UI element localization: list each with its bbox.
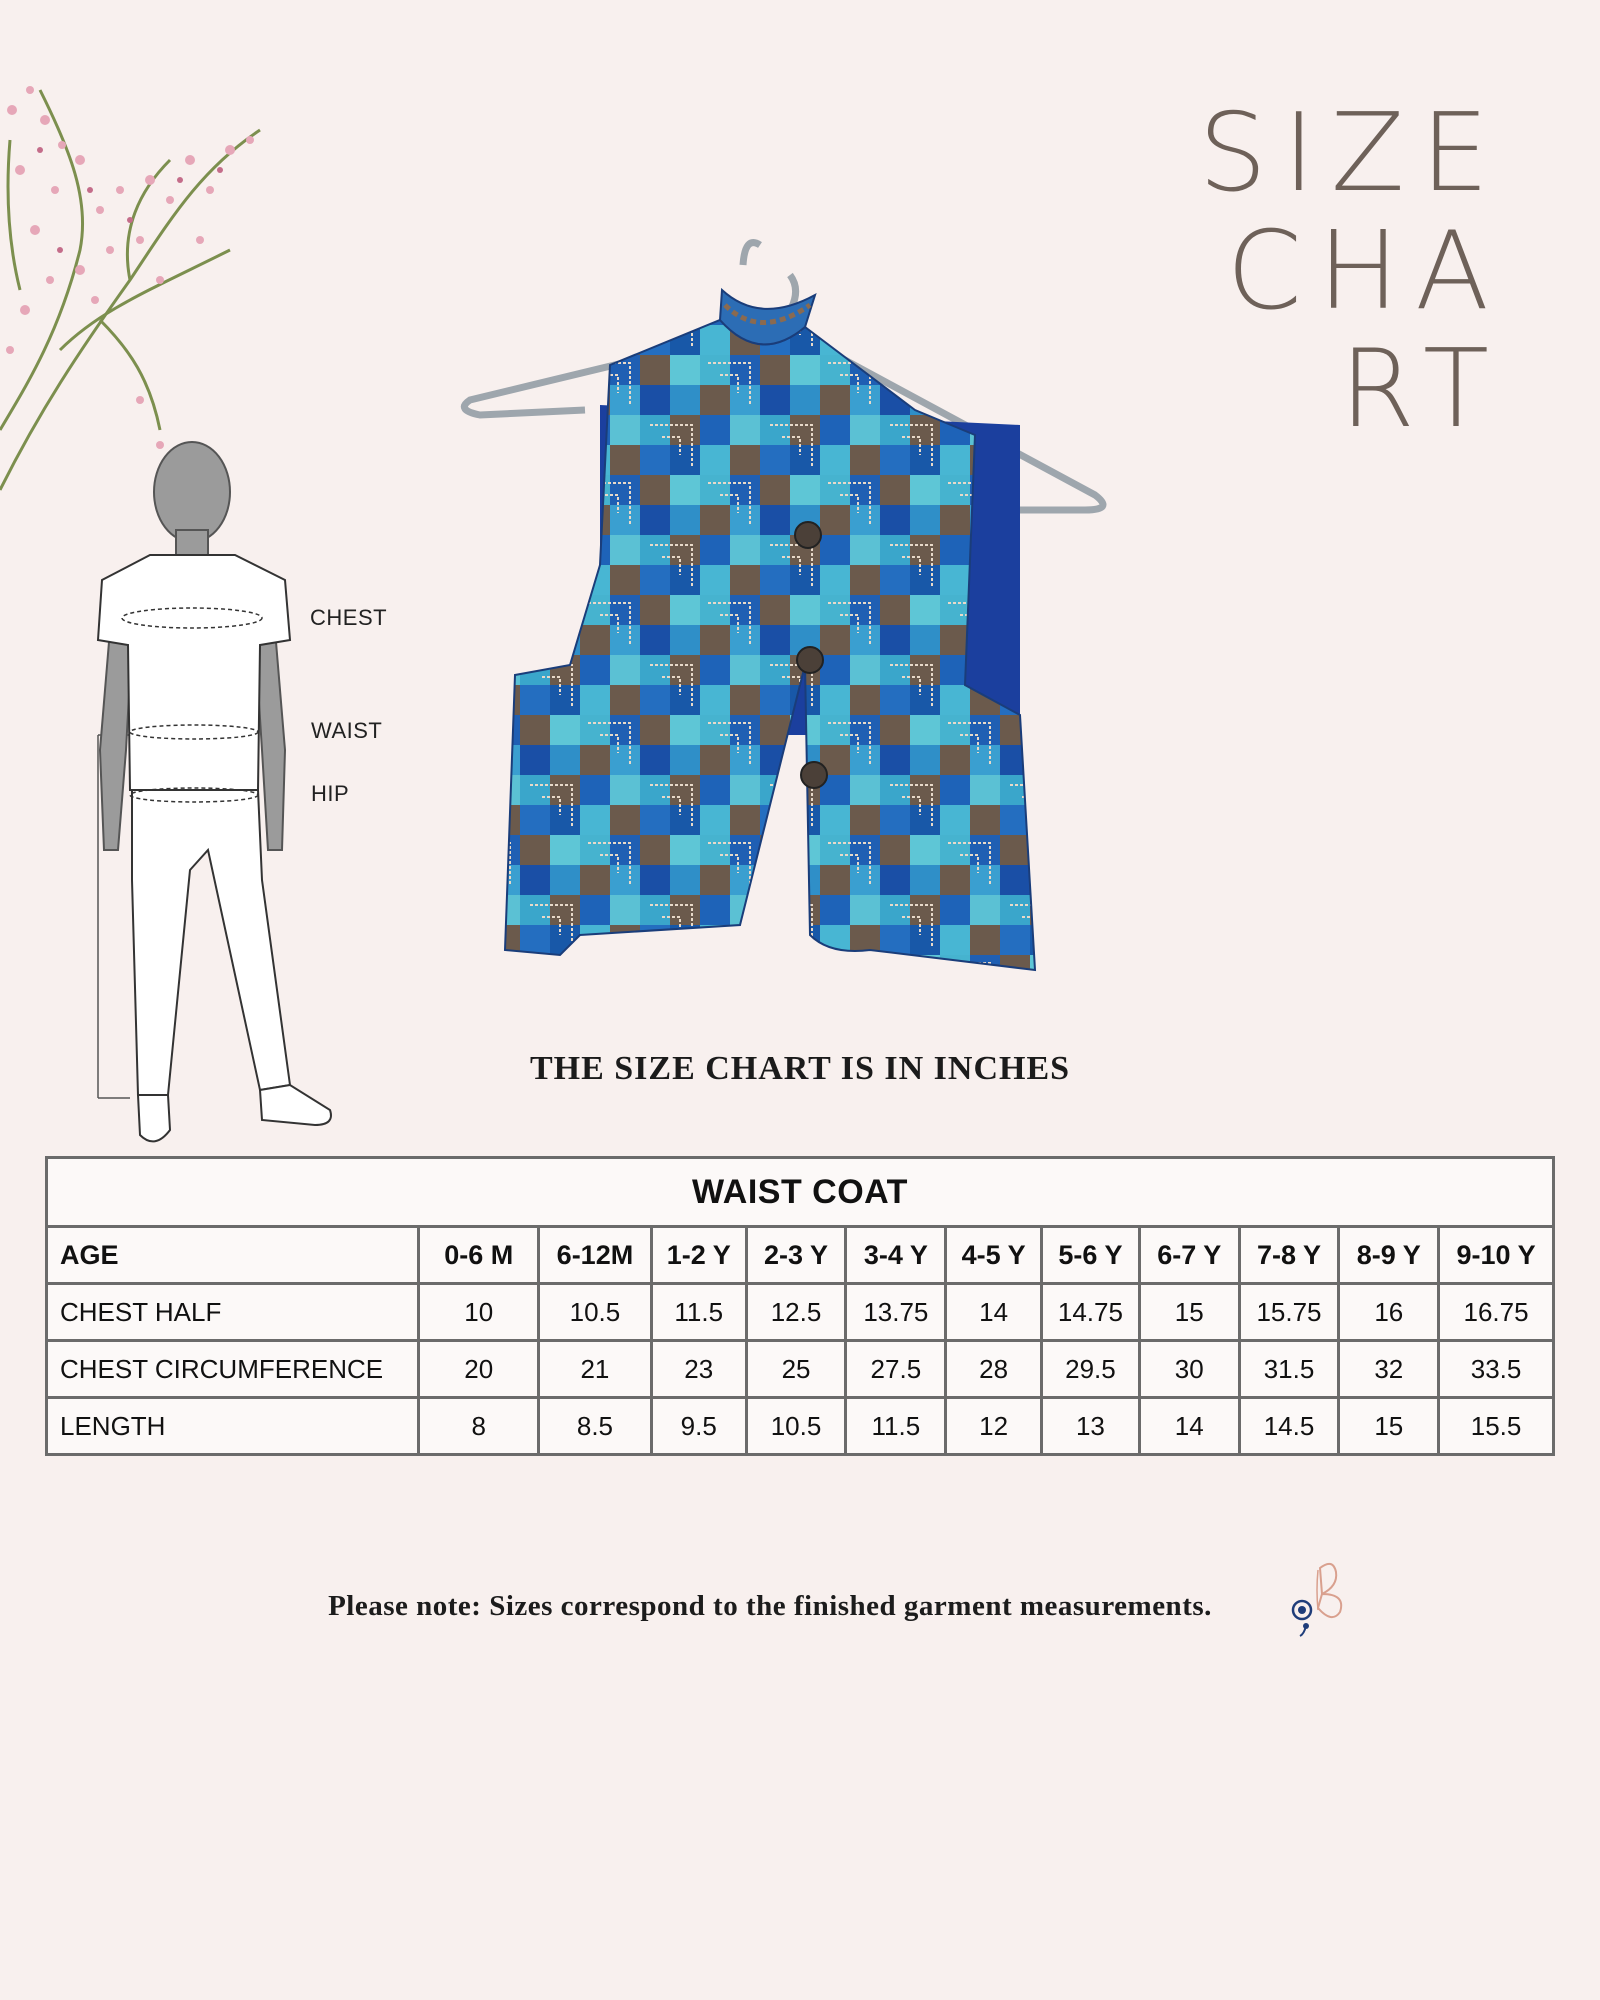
table-cell: 12.5 xyxy=(746,1284,846,1341)
table-cell: 15.5 xyxy=(1439,1398,1554,1455)
column-header: 8-9 Y xyxy=(1339,1227,1439,1284)
table-cell: 27.5 xyxy=(846,1341,946,1398)
title-line-3: RT xyxy=(1339,327,1505,452)
column-header: 0-6 M xyxy=(419,1227,539,1284)
table-cell: 15 xyxy=(1139,1284,1239,1341)
row-label: CHEST CIRCUMFERENCE xyxy=(47,1341,419,1398)
table-cell: 14 xyxy=(1139,1398,1239,1455)
table-cell: 29.5 xyxy=(1042,1341,1140,1398)
table-cell: 13 xyxy=(1042,1398,1140,1455)
row-label: LENGTH xyxy=(47,1398,419,1455)
table-cell: 15.75 xyxy=(1239,1284,1339,1341)
table-cell: 23 xyxy=(651,1341,746,1398)
column-header: 7-8 Y xyxy=(1239,1227,1339,1284)
row-label: CHEST HALF xyxy=(47,1284,419,1341)
units-note: THE SIZE CHART IS IN INCHES xyxy=(529,1050,1071,1087)
age-header: AGE xyxy=(47,1227,419,1284)
title-line-1: SIZE xyxy=(1198,91,1505,216)
table-cell: 8.5 xyxy=(539,1398,652,1455)
butterfly-logo-icon xyxy=(1288,1560,1348,1642)
table-header-row xyxy=(47,1227,1554,1284)
table-cell: 12 xyxy=(946,1398,1042,1455)
column-header: 9-10 Y xyxy=(1439,1227,1554,1284)
size-chart-table xyxy=(45,1156,1555,1456)
table-cell: 15 xyxy=(1339,1398,1439,1455)
table-cell: 13.75 xyxy=(846,1284,946,1341)
table-cell: 8 xyxy=(419,1398,539,1455)
table-cell: 14.75 xyxy=(1042,1284,1140,1341)
footnote-text: Please note: Sizes correspond to the finished garment measurements. xyxy=(328,1590,1212,1622)
column-header: 2-3 Y xyxy=(746,1227,846,1284)
table-row xyxy=(47,1398,1554,1455)
title-line-2: CHA xyxy=(1226,209,1505,334)
table-cell: 25 xyxy=(746,1341,846,1398)
table-cell: 11.5 xyxy=(651,1284,746,1341)
table-cell: 33.5 xyxy=(1439,1341,1554,1398)
table-cell: 16 xyxy=(1339,1284,1439,1341)
table-cell: 16.75 xyxy=(1439,1284,1554,1341)
column-header: 1-2 Y xyxy=(651,1227,746,1284)
table-cell: 10 xyxy=(419,1284,539,1341)
footnote xyxy=(0,1590,1600,1623)
table-cell: 11.5 xyxy=(846,1398,946,1455)
table-cell: 10.5 xyxy=(746,1398,846,1455)
column-header: 3-4 Y xyxy=(846,1227,946,1284)
table-cell: 32 xyxy=(1339,1341,1439,1398)
column-header: 4-5 Y xyxy=(946,1227,1042,1284)
table-caption: WAIST COAT xyxy=(47,1158,1554,1227)
table-row xyxy=(47,1341,1554,1398)
table-cell: 20 xyxy=(419,1341,539,1398)
table-cell: 9.5 xyxy=(651,1398,746,1455)
column-header: 6-7 Y xyxy=(1139,1227,1239,1284)
table-cell: 21 xyxy=(539,1341,652,1398)
waist-label: WAIST xyxy=(311,718,383,743)
column-header: 6-12M xyxy=(539,1227,652,1284)
table-row xyxy=(47,1284,1554,1341)
vest-on-hanger-image xyxy=(460,235,1130,980)
chest-label: CHEST xyxy=(310,605,388,630)
table-cell: 31.5 xyxy=(1239,1341,1339,1398)
table-cell: 14.5 xyxy=(1239,1398,1339,1455)
column-header: 5-6 Y xyxy=(1042,1227,1140,1284)
page-title xyxy=(1175,91,1505,452)
table-cell: 28 xyxy=(946,1341,1042,1398)
table-cell: 30 xyxy=(1139,1341,1239,1398)
table-cell: 10.5 xyxy=(539,1284,652,1341)
table-cell: 14 xyxy=(946,1284,1042,1341)
hip-label: HIP xyxy=(311,781,350,806)
